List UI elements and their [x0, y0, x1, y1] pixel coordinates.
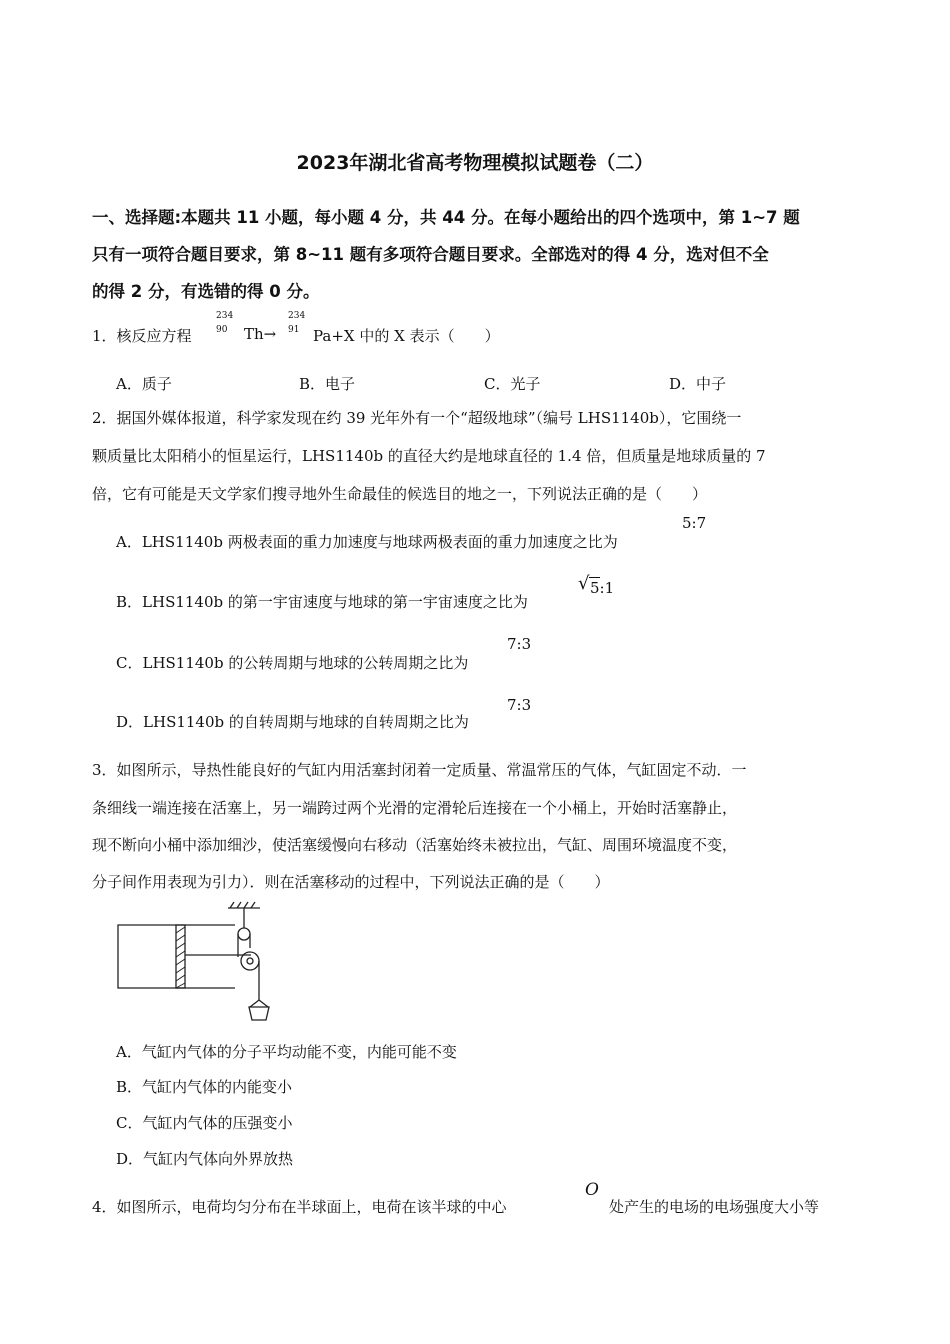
th-atomic-number: 90	[216, 325, 228, 335]
bottom-pulley-axle	[247, 958, 253, 964]
q2-option-c-ratio: 7:3	[507, 635, 532, 653]
q1-option-d: D．中子	[669, 375, 727, 393]
pa-mass-number: 234	[288, 311, 306, 321]
q2-option-d-ratio: 7:3	[507, 696, 532, 714]
top-pulley	[238, 928, 250, 940]
question-1-prefix: 1．核反应方程	[92, 327, 192, 345]
bucket-handle-right	[259, 1000, 268, 1007]
question-2-line3: 倍，它有可能是天文学家们搜寻地外生命最佳的候选目的地之一，下列说法正确的是（ ）	[92, 485, 708, 503]
center-symbol-o: O	[585, 1180, 599, 1200]
q1-option-c: C．光子	[484, 375, 541, 393]
page-title: 2023年湖北省高考物理模拟试题卷（二）	[296, 152, 654, 174]
q2-option-c: C．LHS1140b 的公转周期与地球的公转周期之比为	[116, 654, 469, 672]
q2-option-a-ratio: 5:7	[682, 514, 707, 532]
bucket	[249, 1007, 269, 1020]
q2-option-a: A．LHS1140b 两极表面的重力加速度与地球两极表面的重力加速度之比为	[116, 533, 618, 551]
question-3-line2: 条细线一端连接在活塞上，另一端跨过两个光滑的定滑轮后连接在一个小桶上，开始时活塞静止，	[92, 799, 738, 817]
q2-option-b: B．LHS1140b 的第一宇宙速度与地球的第一宇宙速度之比为	[116, 593, 528, 611]
question-1-rest: Pa+X 中的 X 表示（ ）	[313, 327, 500, 345]
section-instructions-line3: 的得 2 分，有选错的得 0 分。	[92, 282, 320, 301]
th-symbol: Th→	[244, 325, 277, 343]
q3-option-d: D．气缸内气体向外界放热	[116, 1150, 294, 1168]
question-2-line1: 2．据国外媒体报道，科学家发现在约 39 光年外有一个“超级地球”（编号 LHS1140b），它围绕一	[92, 409, 742, 427]
q1-option-a: A．质子	[116, 375, 172, 393]
pa-atomic-number: 91	[288, 325, 300, 335]
q3-option-a: A．气缸内气体的分子平均动能不变，内能可能不变	[116, 1043, 457, 1061]
question-4-prefix: 4．如图所示，电荷均匀分布在半球面上，电荷在该半球的中心	[92, 1198, 507, 1216]
section-instructions-line1: 一、选择题:本题共 11 小题，每小题 4 分，共 44 分。在每小题给出的四个选项中，第 1~7 题	[92, 208, 800, 227]
sqrt-overline	[589, 577, 600, 578]
bucket-handle-left	[250, 1000, 259, 1007]
th-mass-number: 234	[216, 311, 234, 321]
question-3-line4: 分子间作用表现为引力）．则在活塞移动的过程中，下列说法正确的是（ ）	[92, 873, 610, 891]
ceiling-hatching	[230, 902, 255, 908]
q1-option-b: B．电子	[299, 375, 356, 393]
q2-option-d: D．LHS1140b 的自转周期与地球的自转周期之比为	[116, 713, 469, 731]
question-3-line3: 现不断向小桶中添加细沙，使活塞缓慢向右移动（活塞始终未被拉出，气缸、周围环境温度不变，	[92, 836, 738, 854]
q3-option-c: C．气缸内气体的压强变小	[116, 1114, 293, 1132]
cylinder-pulley-figure	[110, 900, 310, 1025]
question-4-rest: 处产生的电场的电场强度大小等	[609, 1198, 820, 1216]
q2-option-b-ratio: 5:1	[590, 579, 615, 597]
piston-hatching	[176, 927, 185, 988]
sqrt-symbol: √	[578, 573, 590, 594]
q3-option-b: B．气缸内气体的内能变小	[116, 1078, 293, 1096]
question-2-line2: 颗质量比太阳稍小的恒星运行，LHS1140b 的直径大约是地球直径的 1.4 倍，但质量是地球质量的 7	[92, 447, 766, 465]
question-3-line1: 3．如图所示，导热性能良好的气缸内用活塞封闭着一定质量、常温常压的气体，气缸固定不动．一	[92, 761, 747, 779]
section-instructions-line2: 只有一项符合题目要求，第 8~11 题有多项符合题目要求。全部选对的得 4 分，选对但不全	[92, 245, 769, 264]
